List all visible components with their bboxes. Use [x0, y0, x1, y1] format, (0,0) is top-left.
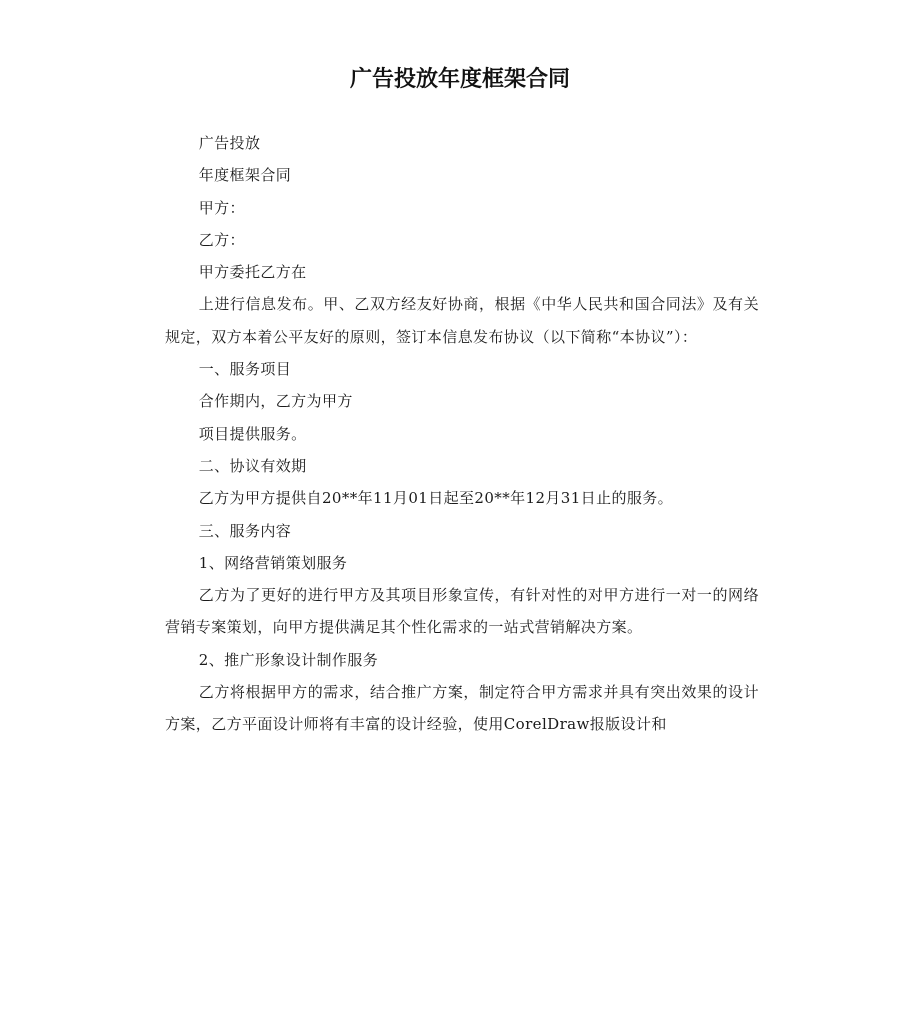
document-title: 广告投放年度框架合同: [349, 67, 570, 92]
paragraph-project-service: 项目提供服务。: [198, 424, 307, 443]
paragraph-marketing-planning: 乙方为了更好的进行甲方及其项目形象宣传，有针对性的对甲方进行一对一的网络营销专案策划，向甲方提供满足其个性化需求的一站式营销解决方案。: [165, 586, 759, 637]
paragraph-agreement-intro: 上进行信息发布。甲、乙双方经友好协商，根据《中华人民共和国合同法》及有关规定，双方本着公平友好的原则，签订本信息发布协议（以下简称“本协议”）：: [165, 295, 759, 346]
heading-service-items: 一、服务项目: [198, 360, 292, 379]
document-body: [165, 127, 759, 741]
paragraph-party-b: 乙方：: [198, 230, 245, 249]
paragraph-annual-framework: 年度框架合同: [198, 166, 292, 185]
heading-image-design: 2、推广形象设计制作服务: [198, 650, 379, 669]
heading-service-content: 三、服务内容: [198, 521, 292, 540]
paragraph-entrust: 甲方委托乙方在: [198, 263, 307, 282]
paragraph-image-design: 乙方将根据甲方的需求，结合推广方案，制定符合甲方需求并具有突出效果的设计方案，乙方平面设计师将有丰富的设计经验，使用CorelDraw报版设计和: [165, 683, 759, 734]
paragraph-ad-placement: 广告投放: [198, 134, 261, 152]
heading-marketing-planning: 1、网络营销策划服务: [198, 553, 348, 572]
paragraph-validity-dates: 乙方为甲方提供自20**年11月01日起至20**年12月31日止的服务。: [198, 489, 674, 508]
paragraph-cooperation-period: 合作期内，乙方为甲方: [198, 392, 353, 411]
heading-validity: 二、协议有效期: [198, 456, 307, 475]
paragraph-party-a: 甲方：: [198, 198, 245, 217]
